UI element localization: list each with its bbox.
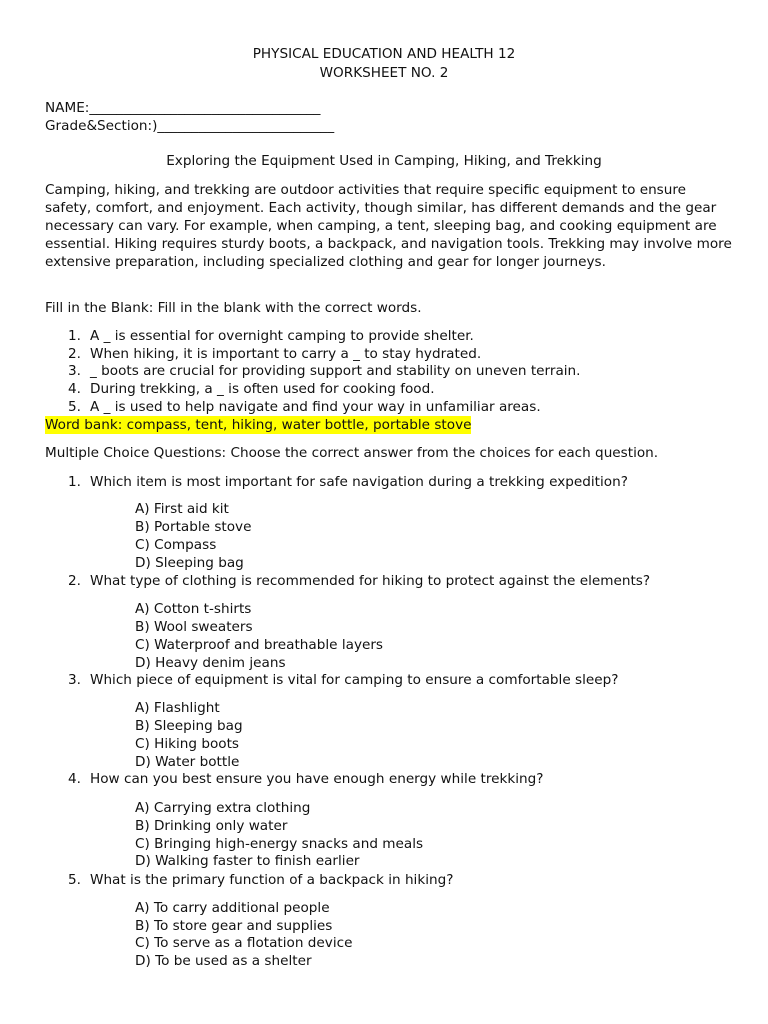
item-number: 3. — [68, 363, 81, 379]
fill-blank-instruction: Fill in the Blank: Fill in the blank with the correct words. — [45, 300, 422, 316]
worksheet-title: PHYSICAL EDUCATION AND HEALTH 12 — [252, 46, 516, 62]
answer-choice: D) Heavy denim jeans — [135, 655, 286, 671]
answer-choice: A) Flashlight — [135, 700, 220, 716]
answer-choice: D) Sleeping bag — [135, 555, 244, 571]
multiple-choice-instruction: Multiple Choice Questions: Choose the correct answer from the choices for each question. — [45, 445, 659, 461]
question-text: What is the primary function of a backpack in hiking? — [90, 872, 454, 888]
question-text: Which item is most important for safe navigation during a trekking expedition? — [90, 474, 628, 490]
question-number: 4. — [68, 771, 81, 787]
answer-choice: C) To serve as a flotation device — [135, 935, 353, 951]
answer-choice: B) Drinking only water — [135, 818, 288, 834]
answer-choice: D) Walking faster to finish earlier — [135, 853, 360, 869]
item-number: 2. — [68, 346, 81, 362]
question-number: 5. — [68, 872, 81, 888]
word-bank: Word bank: compass, tent, hiking, water bottle, portable stove — [45, 417, 472, 433]
question-number: 3. — [68, 672, 81, 688]
worksheet-subtitle: WORKSHEET NO. 2 — [319, 65, 449, 81]
answer-choice: C) Bringing high-energy snacks and meals — [135, 836, 424, 852]
answer-choice: B) To store gear and supplies — [135, 918, 333, 934]
answer-choice: C) Compass — [135, 537, 217, 553]
question-text: How can you best ensure you have enough energy while trekking? — [90, 771, 544, 787]
item-text: When hiking, it is important to carry a _ to stay hydrated. — [90, 346, 482, 362]
answer-choice: A) Cotton t-shirts — [135, 601, 252, 617]
answer-choice: A) To carry additional people — [135, 900, 330, 916]
item-number: 5. — [68, 399, 81, 415]
item-text: During trekking, a _ is often used for cooking food. — [90, 381, 435, 397]
topic-heading: Exploring the Equipment Used in Camping, Hiking, and Trekking — [166, 153, 602, 169]
answer-choice: C) Waterproof and breathable layers — [135, 637, 384, 653]
answer-choice: B) Portable stove — [135, 519, 252, 535]
item-text: A _ is essential for overnight camping to provide shelter. — [90, 328, 474, 344]
answer-choice: B) Wool sweaters — [135, 619, 253, 635]
question-number: 1. — [68, 474, 81, 490]
item-number: 1. — [68, 328, 81, 344]
item-number: 4. — [68, 381, 81, 397]
intro-paragraph: Camping, hiking, and trekking are outdoor activities that require specific equipment to ensure safety, comfort, and enjoyment. Each activity, though similar, has different demands and the gear necessary can vary. For example, when camping, a tent, sleeping bag, and cooking equipment are essential. Hiking requires sturdy boots, a backpack, and navigation tools. Trekking may involve more extensive preparation, including specialized clothing and gear for longer journeys. — [45, 182, 732, 270]
grade-section-field-line: Grade&Section:)__________________________ — [45, 118, 335, 134]
answer-choice: C) Hiking boots — [135, 736, 240, 752]
item-text: _ boots are crucial for providing support and stability on uneven terrain. — [90, 363, 581, 379]
answer-choice: B) Sleeping bag — [135, 718, 243, 734]
answer-choice: D) To be used as a shelter — [135, 953, 312, 969]
answer-choice: A) First aid kit — [135, 501, 229, 517]
answer-choice: D) Water bottle — [135, 754, 240, 770]
question-text: Which piece of equipment is vital for camping to ensure a comfortable sleep? — [90, 672, 619, 688]
item-text: A _ is used to help navigate and find your way in unfamiliar areas. — [90, 399, 541, 415]
question-number: 2. — [68, 573, 81, 589]
answer-choice: A) Carrying extra clothing — [135, 800, 311, 816]
question-text: What type of clothing is recommended for hiking to protect against the elements? — [90, 573, 651, 589]
name-field-line: NAME:__________________________________ — [45, 100, 321, 116]
